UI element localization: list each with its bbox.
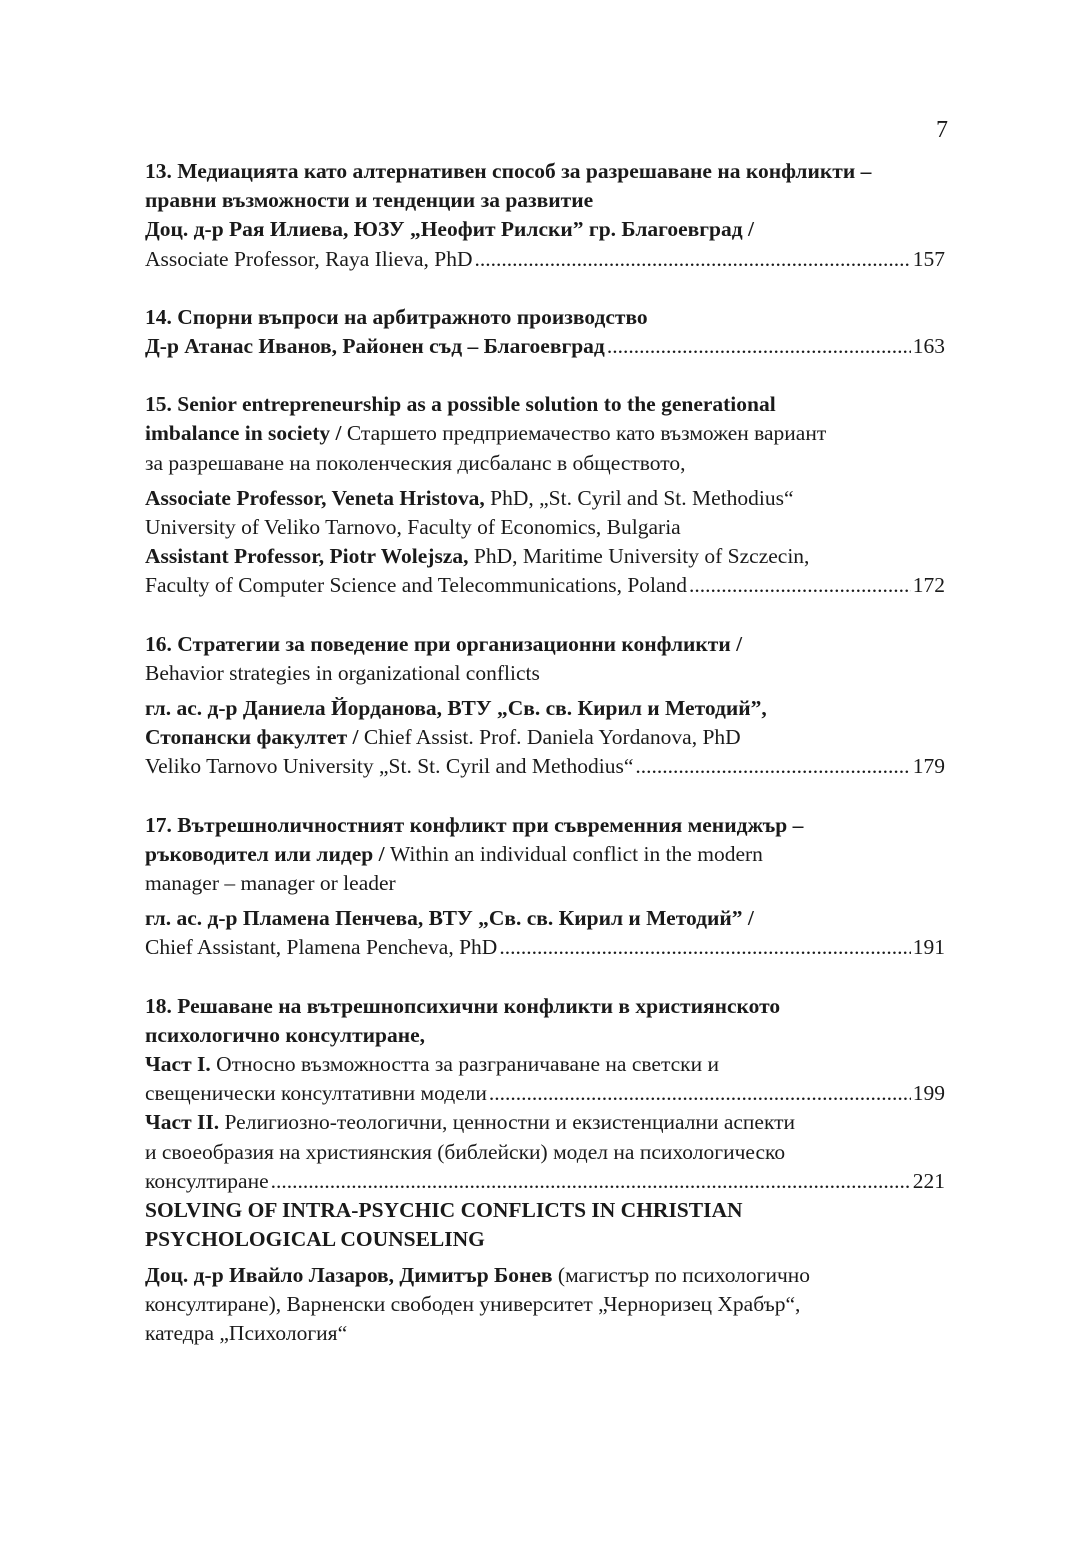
entry-18-title-line-2: психологично консултиране, — [145, 1022, 426, 1047]
entry-15-author-2-affiliation: Faculty of Computer Science and Telecommunications, Poland — [145, 573, 688, 598]
entry-17-title-line-1: 17. Вътрешноличностният конфликт при съвременния мениджър – — [145, 812, 804, 837]
entry-16-author-line-1: гл. ас. д-р Даниела Йорданова, ВТУ „Св. св. Кирил и Методий”, — [145, 696, 767, 721]
entry-18-author-line-2: консултиране), Варненски свободен университет „Черноризец Храбър“, — [145, 1291, 801, 1316]
entry-18-part-2-leader-line — [145, 1167, 945, 1196]
entry-17-author: гл. ас. д-р Пламена Пенчева, ВТУ „Св. св. Кирил и Методий” / — [145, 906, 754, 931]
entry-13-leader-line — [145, 245, 945, 274]
entry-17-title-line-2-rest: Within an individual conflict in the modern — [384, 841, 763, 866]
entry-18-en-title-line-1: SOLVING OF INTRA-PSYCHIC CONFLICTS IN CHRISTIAN — [145, 1198, 743, 1223]
toc-entry-15 — [145, 390, 945, 600]
entry-16-leader-line — [145, 752, 945, 781]
entry-18-part-2-line-2: и своеобразия на християнския (библейски) модел на психологическо — [145, 1139, 786, 1164]
entry-17-author-en: Chief Assistant, Plamena Pencheva, PhD — [145, 935, 498, 960]
toc-entry-18 — [145, 992, 945, 1348]
entry-13-author-en: Associate Professor, Raya Ilieva, PhD — [145, 246, 473, 271]
dot-leader — [689, 571, 911, 600]
entry-18-part-2-label: Част II. — [145, 1110, 220, 1135]
entry-16-title-en: Behavior strategies in organizational conflicts — [145, 660, 540, 685]
entry-15-author-1-rest: PhD, „St. Cyril and St. Methodius“ — [484, 485, 794, 510]
toc-entry-17 — [145, 811, 945, 963]
entry-14-author: Д-р Атанас Иванов, Районен съд – Благоевград — [145, 334, 605, 359]
entry-15-title-line-2-bold: imbalance in society / — [145, 421, 342, 446]
entry-14-page: 163 — [912, 334, 945, 359]
entry-15-title-line-1: 15. Senior entrepreneurship as a possible solution to the generational — [145, 392, 776, 417]
entry-18-part-1-text: Относно възможността за разграничаване на светски и — [210, 1052, 719, 1077]
entry-17-page: 191 — [912, 935, 945, 960]
dot-leader — [607, 332, 911, 361]
entry-16-author-line-2-rest: Chief Assist. Prof. Daniela Yordanova, PhD — [358, 725, 741, 750]
entry-16-author-line-3: Veliko Tarnovo University „St. St. Cyril and Methodius“ — [145, 754, 634, 779]
entry-16-author-line-2-bold: Стопански факултет / — [145, 725, 359, 750]
entry-18-author-rest: (магистър по психологично — [552, 1262, 811, 1287]
dot-leader — [271, 1167, 911, 1196]
entry-13-author: Доц. д-р Рая Илиева, ЮЗУ „Неофит Рилски” гр. Благоевград / — [145, 217, 754, 242]
entry-18-en-title-line-2: PSYCHOLOGICAL COUNSELING — [145, 1227, 485, 1252]
entry-13-title-line-1: 13. Медиацията като алтернативен способ за разрешаване на конфликти – — [145, 159, 872, 183]
entry-15-author-2-bold: Assistant Professor, Piotr Wolejsza, — [145, 544, 469, 569]
toc-entry-14 — [145, 303, 945, 361]
toc-entry-16 — [145, 630, 945, 782]
entry-15-leader-line — [145, 571, 945, 600]
entry-18-part-2-line-3: консултиране — [145, 1168, 269, 1193]
entry-16-page: 179 — [912, 754, 945, 779]
entry-13-title-line-2: правни възможности и тенденции за развитие — [145, 188, 594, 213]
dot-leader — [475, 245, 911, 274]
table-of-contents — [145, 157, 945, 1348]
entry-15-author-1-affiliation: University of Veliko Tarnovo, Faculty of Economics, Bulgaria — [145, 515, 681, 540]
entry-13-page: 157 — [912, 246, 945, 271]
entry-14-title: 14. Спорни въпроси на арбитражното производство — [145, 304, 648, 329]
entry-18-part-1-leader-line — [145, 1079, 945, 1108]
entry-15-author-1-bold: Associate Professor, Veneta Hristova, — [145, 485, 485, 510]
entry-17-title-line-2-bold: ръководител или лидер / — [145, 841, 385, 866]
entry-15-page: 172 — [912, 573, 945, 598]
entry-18-part-1-line-2: свещенически консултативни модели — [145, 1081, 487, 1106]
dot-leader — [489, 1079, 911, 1108]
entry-18-author-bold: Доц. д-р Ивайло Лазаров, Димитър Бонев — [145, 1262, 553, 1287]
entry-18-part-1-page: 199 — [912, 1081, 945, 1106]
entry-16-title: 16. Стратегии за поведение при организационни конфликти / — [145, 631, 743, 656]
entry-18-part-2-text: Религиозно-теологични, ценностни и екзистенциални аспекти — [219, 1110, 796, 1135]
dot-leader — [635, 752, 910, 781]
entry-14-leader-line — [145, 332, 945, 361]
entry-17-title-line-3: manager – manager or leader — [145, 871, 396, 896]
entry-18-title-line-1: 18. Решаване на вътрешнопсихични конфликти в християнското — [145, 993, 781, 1018]
dot-leader — [499, 933, 910, 962]
entry-15-title-line-2-rest: Старшето предприемачество като възможен вариант — [341, 421, 827, 446]
entry-15-title-line-3: за разрешаване на поколенческия дисбаланс в обществото, — [145, 450, 686, 475]
toc-entry-13 — [145, 157, 945, 274]
entry-18-part-2-page: 221 — [912, 1168, 945, 1193]
entry-15-author-2-rest: PhD, Maritime University of Szczecin, — [468, 544, 810, 569]
entry-17-leader-line — [145, 933, 945, 962]
entry-18-part-1-label: Част I. — [145, 1052, 211, 1077]
entry-18-author-line-3: катедра „Психология“ — [145, 1320, 348, 1345]
page-number: 7 — [936, 117, 948, 143]
